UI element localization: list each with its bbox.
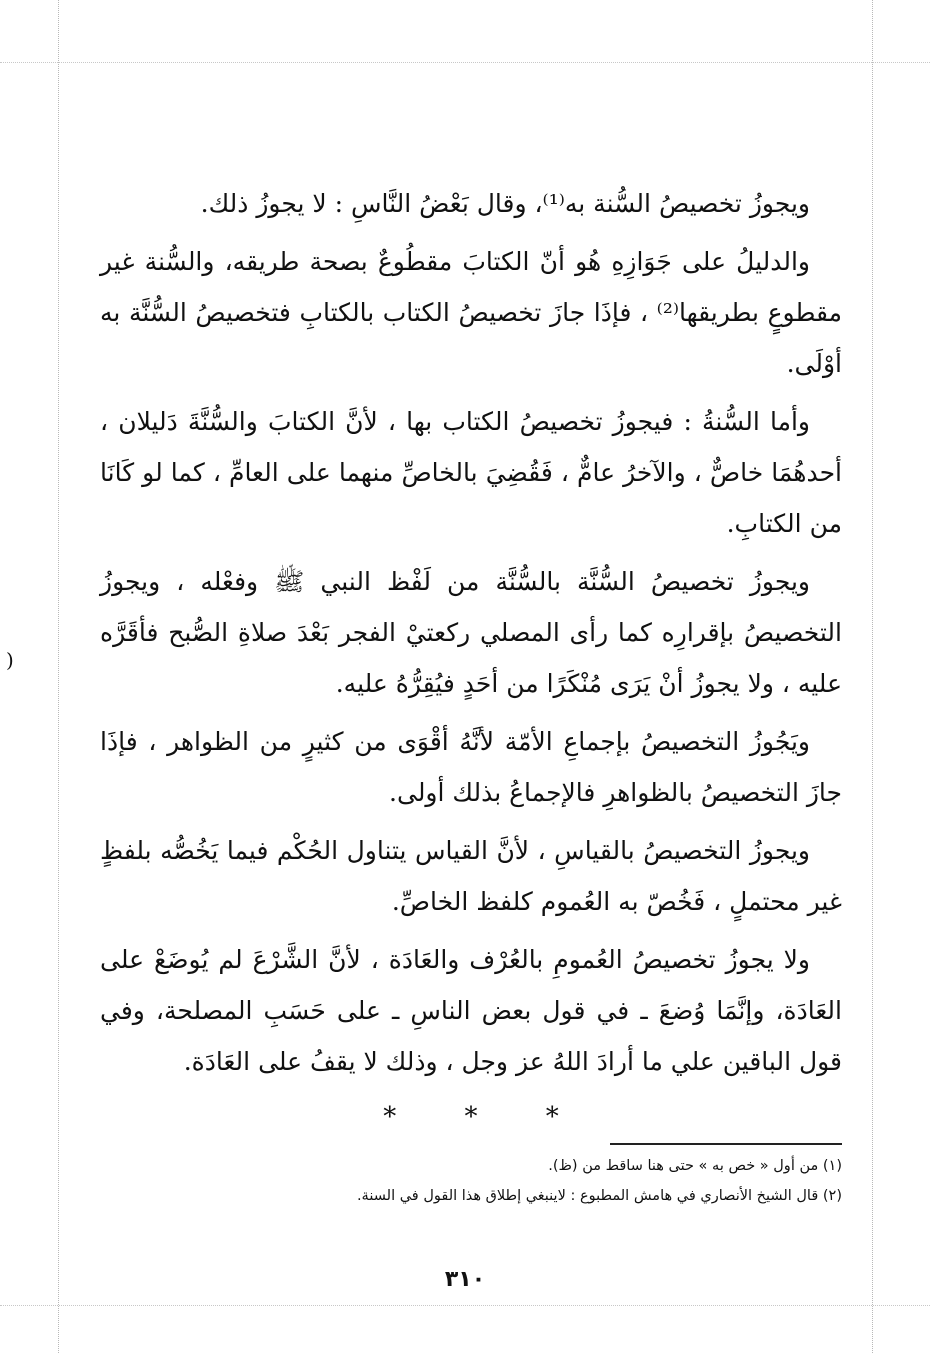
paragraph-2: والدليلُ على جَوَازِهِ هُو أنّ الكتابَ مقطُوعٌ بصحة طريقه، والسُّنة غير مقطوعٍ بطريقها⁽²⁾ ، فإذَا جازَ تخصيصُ الكتاب بالكتابِ فتخصيصُ السُّنَّة به أوْلَى. — [100, 247, 842, 378]
page-content — [100, 178, 842, 1211]
scan-guide-top — [0, 62, 930, 63]
scan-guide-bottom — [0, 1305, 930, 1306]
paragraph-6: ويجوزُ التخصيصُ بالقياسِ ، لأنَّ القياس يتناول الحُكْم فيما يَخُصُّه بلفظٍ غير محتملٍ ، فَخُصّ به العُموم كلفظ الخاصِّ. — [100, 836, 842, 916]
scan-guide-right — [872, 0, 873, 1353]
footnotes — [100, 1151, 842, 1211]
paragraph-7: ولا يجوزُ تخصيصُ العُمومِ بالعُرْف والعَادَة ، لأنَّ الشَّرْعَ لم يُوضَعْ على العَادَة، وإنَّمَا وُضعَ ـ في قول بعض الناسِ ـ على حَسَبِ المصلحة، وفي قول الباقين علي ما أرادَ اللهُ عز وجل ، وذلك لا يقفُ على العَادَة. — [100, 945, 842, 1076]
scan-guide-left — [58, 0, 59, 1353]
margin-mark: ) — [6, 648, 14, 672]
footnote-1: (١) من أول « خص به » حتى هنا ساقط من (ظ). — [548, 1158, 842, 1174]
paragraph-1: ويجوزُ تخصيصُ السُّنة به⁽¹⁾، وقال بَعْضُ النَّاسِ : لا يجوزُ ذلك. — [200, 189, 810, 218]
footnote-2: (٢) قال الشيخ الأنصاري في هامش المطبوع : لاينبغي إطلاق هذا القول في السنة. — [356, 1188, 842, 1204]
section-separator: * * * — [383, 1102, 589, 1132]
body-text — [100, 178, 842, 1087]
paragraph-4: ويجوزُ تخصيصُ السُّنَّة بالسُّنَّة من لَفْظ النبي ﷺ وفعْله ، ويجوزُ التخصيصُ بإقرارِه كما رأى المصلي ركعتيْ الفجر بَعْدَ صلاةِ الصُّبح فأقَرَّه عليه ، ولا يجوزُ أنْ يَرَى مُنْكَرًا من أحَدٍ فيُقِرُّهُ عليه. — [100, 567, 842, 698]
footnote-rule — [610, 1143, 842, 1145]
paragraph-3: وأما السُّنةُ : فيجوزُ تخصيصُ الكتاب بها ، لأنَّ الكتابَ والسُّنَّةَ دَليلان ، أحدهُمَا خاصٌّ ، والآخرُ عامٌّ ، فَقُضِيَ بالخاصِّ منهما على العامِّ ، كما لو كَانَا من الكتابِ. — [100, 407, 842, 538]
paragraph-5: ويَجُوزُ التخصيصُ بإجماعِ الأمّة لأنَّهُ أقْوَى من كثيرٍ من الظواهر ، فإذَا جازَ التخصيصُ بالظواهرِ فالإجماعُ بذلك أولى. — [100, 727, 842, 807]
page-number: ٣١٠ — [444, 1267, 486, 1292]
